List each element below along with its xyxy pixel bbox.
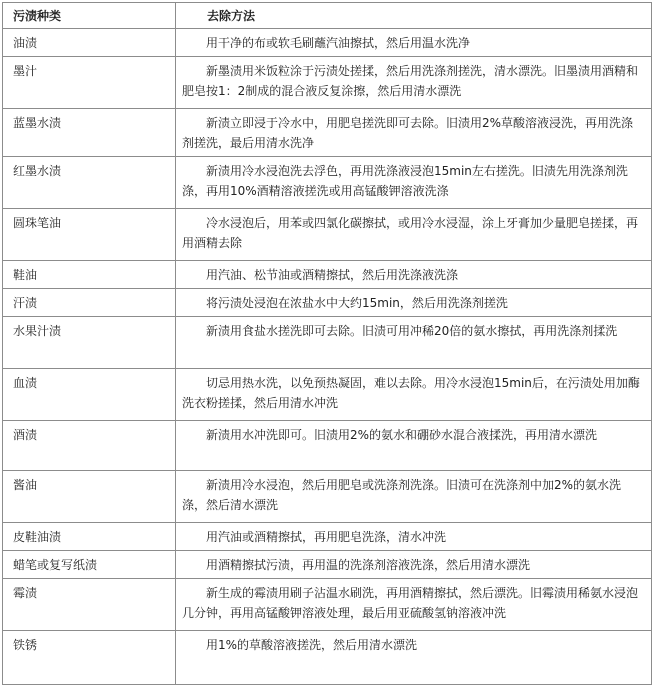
stain-removal-table (2, 2, 652, 685)
stain-type-cell: 铁锈 (3, 631, 176, 685)
table-row (3, 57, 652, 109)
removal-method-cell: 用干净的布或软毛刷蘸汽油擦拭，然后用温水洗净 (176, 29, 652, 57)
table-row (3, 421, 652, 471)
removal-method-cell: 新墨渍用米饭粒涂于污渍处搓揉，然后用洗涤剂搓洗，清水漂洗。旧墨渍用酒精和肥皂按1：2制成的混合液反复涂擦，然后用清水漂洗 (176, 57, 652, 109)
removal-method-cell: 用汽油或酒精擦拭，再用肥皂洗涤，清水冲洗 (176, 523, 652, 551)
stain-type-cell: 皮鞋油渍 (3, 523, 176, 551)
stain-type-cell: 红墨水渍 (3, 157, 176, 209)
stain-type-cell: 蜡笔或复写纸渍 (3, 551, 176, 579)
stain-type-cell: 圆珠笔油 (3, 209, 176, 261)
table-row (3, 289, 652, 317)
table-row (3, 523, 652, 551)
removal-method-cell: 切忌用热水洗，以免预热凝固，难以去除。用冷水浸泡15min后，在污渍处用加酶洗衣粉搓揉，然后用清水冲洗 (176, 369, 652, 421)
table-row (3, 471, 652, 523)
table-row (3, 551, 652, 579)
stain-type-cell: 墨汁 (3, 57, 176, 109)
stain-type-cell: 汗渍 (3, 289, 176, 317)
removal-method-cell: 冷水浸泡后，用苯或四氯化碳擦拭，或用冷水浸湿，涂上牙膏加少量肥皂搓揉，再用酒精去除 (176, 209, 652, 261)
removal-method-cell: 新渍用冷水浸泡，然后用肥皂或洗涤剂洗涤。旧渍可在洗涤剂中加2%的氨水洗涤，然后清水漂洗 (176, 471, 652, 523)
table-row (3, 369, 652, 421)
removal-method-cell: 新渍用水冲洗即可。旧渍用2%的氨水和硼砂水混合液揉洗，再用清水漂洗 (176, 421, 652, 471)
stain-type-cell: 血渍 (3, 369, 176, 421)
stain-type-cell: 鞋油 (3, 261, 176, 289)
stain-type-cell: 水果汁渍 (3, 317, 176, 369)
header-stain-type: 污渍种类 (3, 3, 176, 29)
table-row (3, 261, 652, 289)
stain-type-cell: 油渍 (3, 29, 176, 57)
removal-method-cell: 将污渍处浸泡在浓盐水中大约15min，然后用洗涤剂搓洗 (176, 289, 652, 317)
table-row (3, 109, 652, 157)
stain-type-cell: 酒渍 (3, 421, 176, 471)
removal-method-cell: 新渍用食盐水搓洗即可去除。旧渍可用冲稀20倍的氨水擦拭，再用洗涤剂揉洗 (176, 317, 652, 369)
table-row (3, 317, 652, 369)
removal-method-cell: 新渍用冷水浸泡洗去浮色，再用洗涤液浸泡15min左右搓洗。旧渍先用洗涤剂洗涤，再用10%酒精溶液搓洗或用高锰酸钾溶液洗涤 (176, 157, 652, 209)
table-header-row (3, 3, 652, 29)
removal-method-cell: 用酒精擦拭污渍，再用温的洗涤剂溶液洗涤，然后用清水漂洗 (176, 551, 652, 579)
removal-method-cell: 新渍立即浸于冷水中，用肥皂搓洗即可去除。旧渍用2%草酸溶液浸洗，再用洗涤剂搓洗，最后用清水洗净 (176, 109, 652, 157)
removal-method-cell: 新生成的霉渍用刷子沾温水刷洗，再用酒精擦拭，然后漂洗。旧霉渍用稀氨水浸泡几分钟，再用高锰酸钾溶液处理，最后用亚硫酸氢钠溶液冲洗 (176, 579, 652, 631)
table-row (3, 631, 652, 685)
stain-type-cell: 蓝墨水渍 (3, 109, 176, 157)
table-row (3, 29, 652, 57)
header-removal-method: 去除方法 (176, 3, 652, 29)
table-row (3, 209, 652, 261)
table-row (3, 157, 652, 209)
removal-method-cell: 用1%的草酸溶液搓洗，然后用清水漂洗 (176, 631, 652, 685)
removal-method-cell: 用汽油、松节油或酒精擦拭，然后用洗涤液洗涤 (176, 261, 652, 289)
stain-type-cell: 酱油 (3, 471, 176, 523)
table-row (3, 579, 652, 631)
stain-type-cell: 霉渍 (3, 579, 176, 631)
